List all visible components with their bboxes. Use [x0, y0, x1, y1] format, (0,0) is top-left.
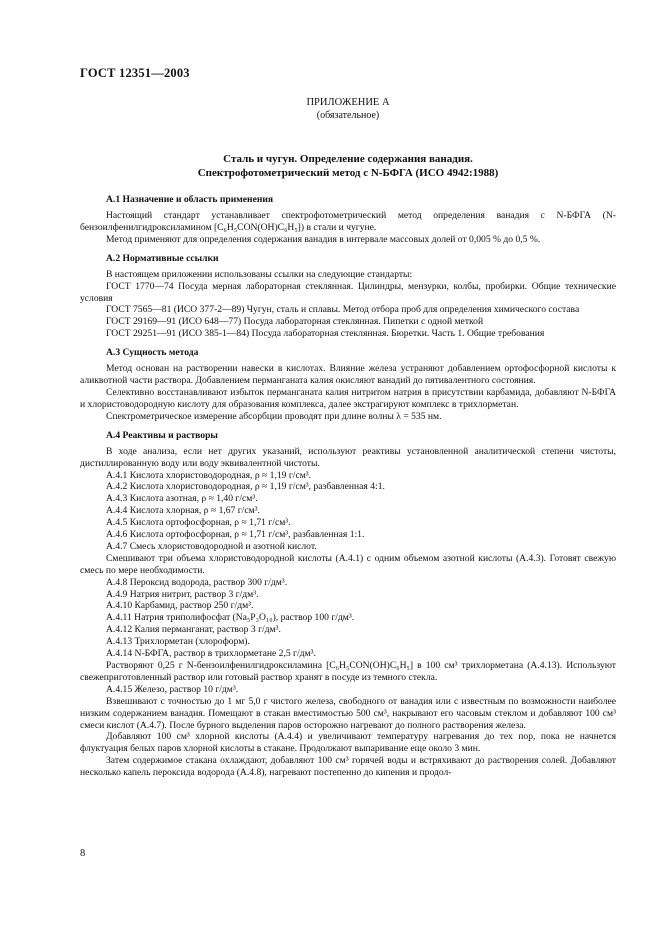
- paragraph: Взвешивают с точностью до 1 мг 5,0 г чистого железа, свободного от ванадия или с известным по возможности наиболее низким содержанием ванадия. Помещают в стакан вместимостью 500 см³, накрывают его часовым стеклом и добавляют 100 см³ смеси кислот (А.4.7). После бурного выделения паров осторожно нагревают до полного растворения железа.: [80, 695, 616, 731]
- appendix-title: ПРИЛОЖЕНИЕ А: [306, 97, 390, 108]
- reagent-item: А.4.1 Кислота хлористоводородная, ρ ≈ 1,19 г/см³.: [106, 469, 312, 481]
- section-heading-a2: А.2 Нормативные ссылки: [106, 252, 219, 264]
- document-title: [80, 152, 616, 180]
- reagent-item: А.4.7 Смесь хлористоводородной и азотной кислот.: [106, 540, 317, 552]
- reagent-item: А.4.15 Железо, раствор 10 г/дм³.: [106, 683, 239, 695]
- reagent-item: А.4.2 Кислота хлористоводородная, ρ ≈ 1,19 г/см³, разбавленная 4:1.: [106, 481, 385, 493]
- reference-item: ГОСТ 7565—81 (ИСО 377-2—89) Чугун, сталь и сплавы. Метод отбора проб для определения химического состава: [106, 304, 580, 316]
- paragraph: Затем содержимое стакана охлаждают, добавляют 100 см³ горячей воды и встряхивают до растворения солей. Добавляют несколько капель пероксида водорода (А.4.8), нагревают постепенно до кипения и продол-: [80, 755, 616, 779]
- paragraph: Растворяют 0,25 г N-бензоилфенилгидроксиламина [C₆H₅CON(OH)C₆H₅] в 100 см³ трихлорметана (А.4.13). Используют свежеприготовленный раствор или готовый раствор хранят в посуде из темного стекла.: [80, 660, 616, 683]
- reagent-item: А.4.5 Кислота ортофосфорная, ρ ≈ 1,71 г/см³.: [106, 517, 291, 529]
- reagent-item: А.4.10 Карбамид, раствор 250 г/дм³.: [106, 600, 254, 612]
- reference-item: ГОСТ 1770—74 Посуда мерная лабораторная стеклянная. Цилиндры, мензурки, колбы, пробирки. Общие технические условия: [80, 280, 616, 304]
- reagent-item: А.4.4 Кислота хлорная, ρ ≈ 1,67 г/см³.: [106, 505, 260, 517]
- reference-item: ГОСТ 29251—91 (ИСО 385-1—84) Посуда лабораторная стеклянная. Бюретки. Часть 1. Общие требования: [106, 328, 545, 340]
- paragraph: Настоящий стандарт устанавливает спектрофотометрический метод определения ванадия с N-БФГА (N-бензоилфенилгидроксиламином [C₆H₅CON(OH)C₆H₅]) в стали и чугуне.: [80, 210, 616, 233]
- document-header: ГОСТ 12351—2003: [80, 66, 190, 80]
- appendix-subtitle: (обязательное): [316, 110, 380, 121]
- paragraph: В ходе анализа, если нет других указаний, используют реактивы установленной аналитической степени чистоты, дистиллированную воду или воду эквивалентной чистоты.: [80, 445, 616, 469]
- reagent-item: А.4.3 Кислота азотная, ρ ≈ 1,40 г/см³.: [106, 493, 258, 505]
- reagent-item: А.4.14 N-БФГА, раствор в трихлорметане 2,5 г/дм³.: [106, 648, 316, 660]
- reagent-item: А.4.6 Кислота ортофосфорная, ρ ≈ 1,71 г/см³, разбавленная 1:1.: [106, 529, 365, 541]
- paragraph: Смешивают три объема хлористоводородной кислоты (А.4.1) с одним объемом азотной кислоты (А.4.3). Готовят свежую смесь по мере необходимости.: [80, 552, 616, 576]
- document-title-line1: Сталь и чугун. Определение содержания ванадия.: [223, 153, 473, 165]
- paragraph: Метод применяют для определения содержания ванадия в интервале массовых долей от 0,005 % до 0,5 %.: [106, 233, 541, 245]
- document-title-line2: Спектрофотометрический метод с N-БФГА (ИСО 4942:1988): [197, 167, 499, 179]
- paragraph: В настоящем приложении использованы ссылки на следующие стандарты:: [106, 268, 413, 280]
- paragraph: Селективно восстанавливают избыток перманганата калия нитритом натрия в присутствии карбамида, добавляют N-БФГА и хлористоводородную кислоту для образования комплекса, далее экстрагируют комплекс в трихлорметан.: [80, 386, 616, 410]
- page-content: [80, 96, 616, 779]
- reference-item: ГОСТ 29169—91 (ИСО 648—77) Посуда лабораторная стеклянная. Пипетки с одной меткой: [106, 316, 484, 328]
- paragraph: Добавляют 100 см³ хлорной кислоты (А.4.4) и увеличивают температуру нагревания до тех пор, пока не начнется флуктуация белых паров хлорной кислоты в стакане. Продолжают выпаривание еще около 3 мин.: [80, 731, 616, 755]
- paragraph: Спектрометрическое измерение абсорбции проводят при длине волны λ = 535 нм.: [106, 410, 442, 422]
- reagent-item: А.4.11 Натрия триполифосфат (Na₅P₃O₁₀), раствор 100 г/дм³.: [106, 612, 355, 624]
- reagent-item: А.4.12 Калия перманганат, раствор 3 г/дм³.: [106, 624, 281, 636]
- appendix-block: [80, 96, 616, 122]
- reagent-item: А.4.9 Натрия нитрит, раствор 3 г/дм³.: [106, 588, 259, 600]
- reagent-item: А.4.8 Пероксид водорода, раствор 300 г/дм³.: [106, 576, 288, 588]
- reagent-item: А.4.13 Трихлорметан (хлороформ).: [106, 636, 250, 648]
- page-number: 8: [80, 848, 86, 859]
- section-heading-a3: А.3 Сущность метода: [106, 347, 199, 359]
- paragraph: Метод основан на растворении навески в кислотах. Влияние железа устраняют добавлением ортофосфорной кислоты к аликвотной части раствора. Добавлением перманганата калия окисляют ванадий до пятивалентного состояния.: [80, 363, 616, 387]
- section-heading-a1: А.1 Назначение и область применения: [106, 194, 274, 205]
- section-heading-a4: А.4 Реактивы и растворы: [106, 429, 218, 441]
